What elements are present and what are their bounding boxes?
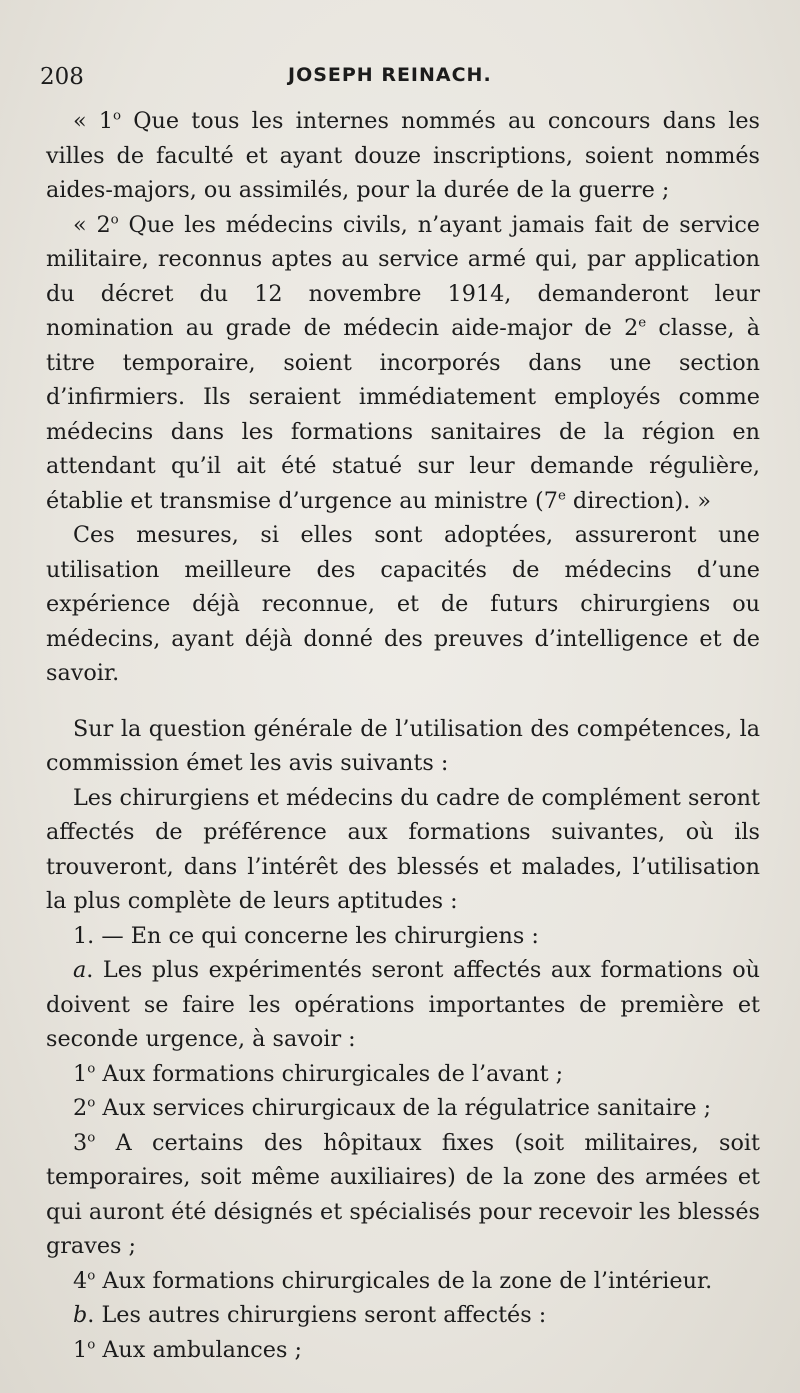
page-number: 208 <box>40 64 84 90</box>
paragraph: « 2$^o$ Que les médecins civils, n’ayant jamais fait de service militaire, reconnus aptes au service armé qui, par application du décret du 12 novembre 1914, demanderont leur nomination au grade de médecin aide-major de 2e classe, à titre temporaire, soient incorporés dans une section d’infirmiers. Ils seraient immédiatement employés comme médecins dans les formations sanitaires de la région en attendant qu’il ait été statué sur leur demande régulière, établie et transmise d’urgence au ministre (7e direction). » <box>46 211 761 514</box>
paragraph: « 1$^o$ Que tous les internes nommés au concours dans les villes de faculté et ayant douze inscriptions, soient nommés aides-majors, ou assimilés, pour la durée de la guerre ; <box>46 108 760 203</box>
paragraph: 3$^o$ A certains des hôpitaux fixes (soit militaires, soit temporaires, soit même auxiliaires) de la zone des armées et qui auront été désignés et spécialisés pour recevoir les blessés graves ; <box>46 1129 760 1259</box>
paragraph: 1$^o$ Aux ambulances ; <box>73 1336 303 1363</box>
running-title: JOSEPH REINACH. <box>288 64 492 86</box>
body-text <box>46 104 760 1367</box>
paragraph: 4$^o$ Aux formations chirurgicales de la zone de l’intérieur. <box>73 1267 713 1294</box>
paragraph: 2$^o$ Aux services chirurgicaux de la régulatrice sanitaire ; <box>73 1095 712 1121</box>
paragraph: Sur la question générale de l’utilisation des compétences, la commission émet les avis suivants : <box>46 715 760 776</box>
paragraph: Ces mesures, si elles sont adoptées, assureront une utilisation meilleure des capacités de médecins d’une expérience déjà reconnue, et de futurs chirurgiens ou médecins, ayant déjà donné des preuves d’intelligence et de savoir. <box>46 522 760 686</box>
paragraph: 1. — En ce qui concerne les chirurgiens : <box>73 922 539 949</box>
page-header <box>40 64 760 100</box>
paragraph: Les chirurgiens et médecins du cadre de complément seront affectés de préférence aux formations suivantes, où ils trouveront, dans l’intérêt des blessés et malades, l’utilisation la plus complète de leurs aptitudes : <box>46 784 760 914</box>
paragraph: a. Les plus expérimentés seront affectés aux formations où doivent se faire les opérations importantes de première et seconde urgence, à savoir : <box>46 957 760 1052</box>
paragraph: 1$^o$ Aux formations chirurgicales de l’avant ; <box>73 1060 564 1087</box>
paragraph: b. Les autres chirurgiens seront affectés : <box>73 1302 547 1328</box>
